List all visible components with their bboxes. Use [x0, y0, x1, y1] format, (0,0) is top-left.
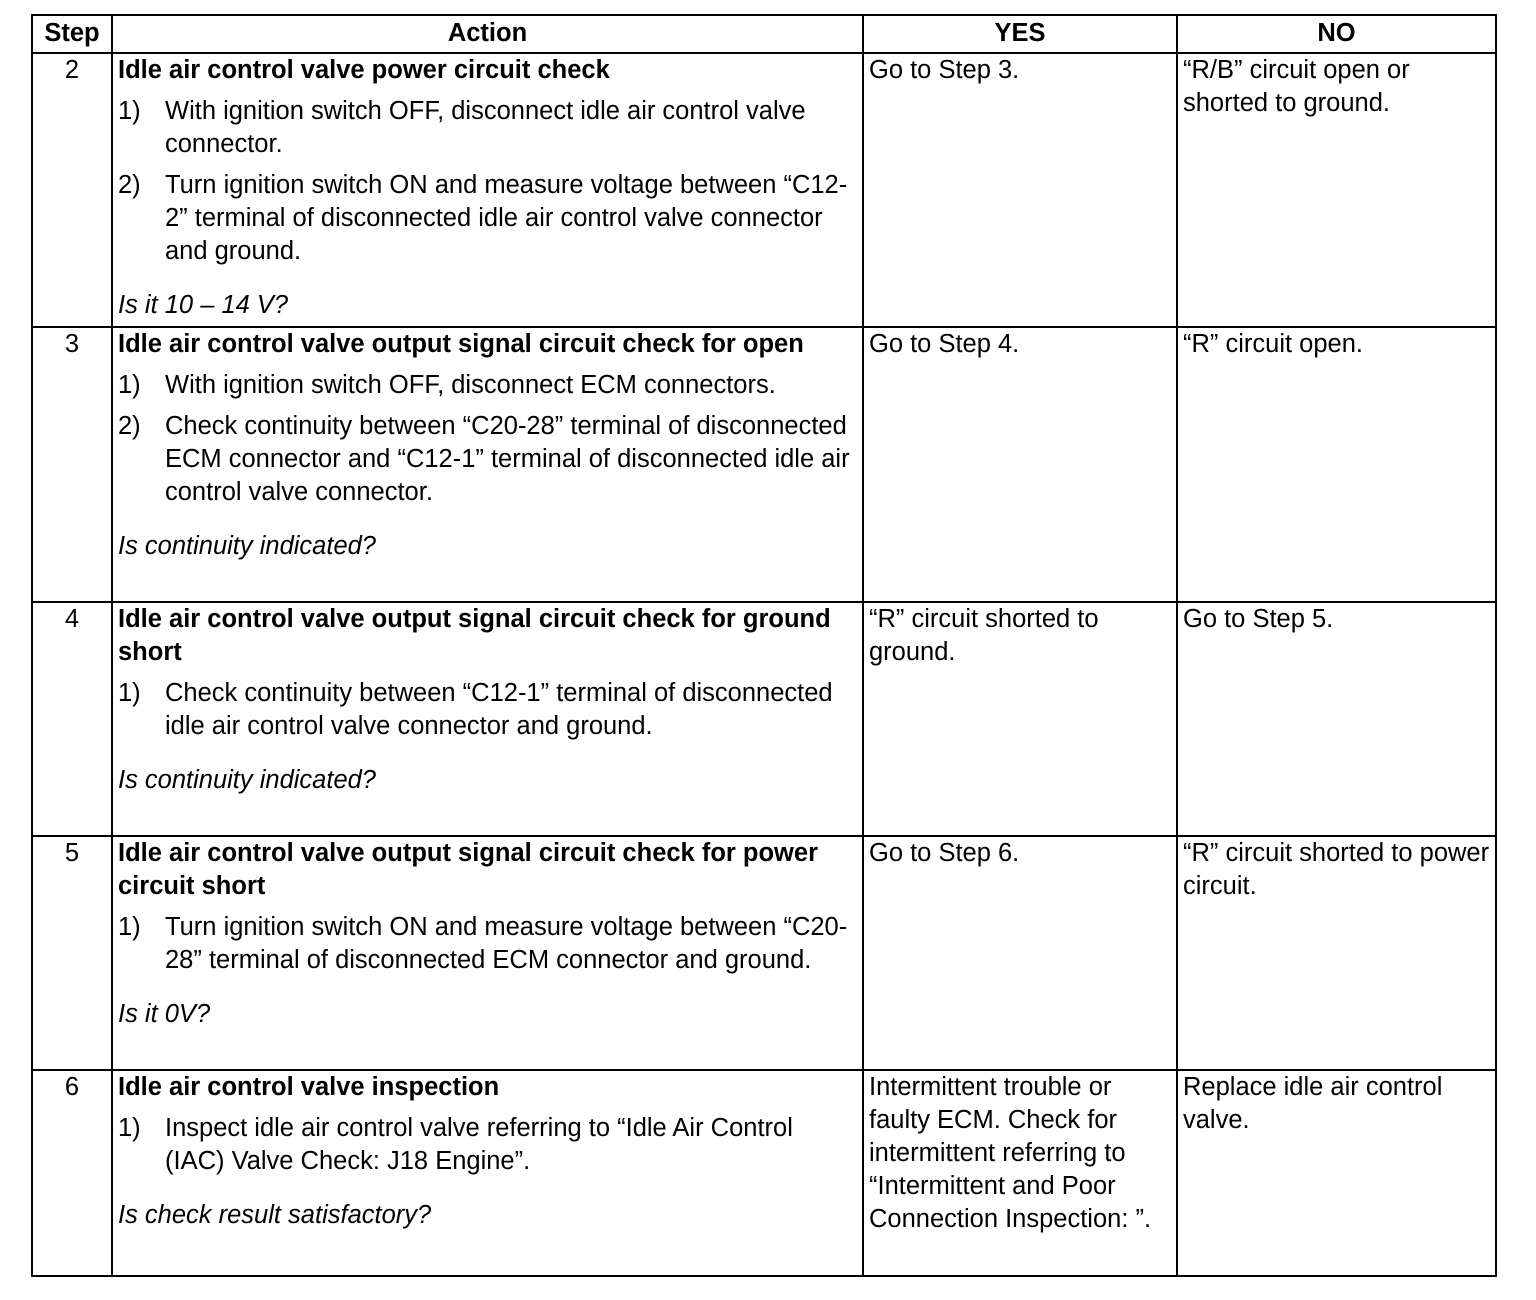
step-number: 2 [32, 53, 112, 327]
yes-cell: “R” circuit shorted to ground. [863, 602, 1177, 836]
step-item-text: With ignition switch OFF, disconnect idle air control valve connector. [165, 97, 806, 158]
action-step-item [118, 410, 857, 509]
action-question: Is check result satisfactory? [118, 1201, 432, 1229]
action-steps [118, 95, 857, 268]
table-row [32, 53, 1496, 327]
action-steps [118, 677, 857, 743]
step-item-text: Check continuity between “C12-1” terminal of disconnected idle air control valve connector and ground. [165, 679, 833, 740]
yes-cell: Go to Step 4. [863, 327, 1177, 602]
header-row [32, 15, 1496, 53]
table-row [32, 327, 1496, 602]
action-title: Idle air control valve output signal circuit check for open [118, 330, 804, 358]
action-title: Idle air control valve power circuit check [118, 56, 610, 84]
no-cell: “R/B” circuit open or shorted to ground. [1177, 53, 1496, 327]
action-cell [112, 327, 863, 602]
action-title: Idle air control valve output signal circuit check for ground short [118, 605, 831, 666]
step-number: 3 [32, 327, 112, 602]
action-title: Idle air control valve inspection [118, 1073, 500, 1101]
action-question: Is continuity indicated? [118, 766, 376, 794]
header-step: Step [32, 15, 112, 53]
action-question: Is it 10 – 14 V? [118, 291, 289, 319]
step-item-number: 1) [118, 679, 141, 707]
action-question: Is continuity indicated? [118, 532, 376, 560]
action-title: Idle air control valve output signal circuit check for power circuit short [118, 839, 818, 900]
action-step-item [118, 369, 857, 402]
step-item-number: 2) [118, 412, 141, 440]
action-cell [112, 53, 863, 327]
table-body [32, 53, 1496, 1276]
table-row [32, 602, 1496, 836]
step-item-text: Turn ignition switch ON and measure voltage between “C12-2” terminal of disconnected idle air control valve connector and ground. [165, 171, 848, 265]
table-row [32, 1070, 1496, 1276]
no-cell: “R” circuit shorted to power circuit. [1177, 836, 1496, 1070]
action-step-item [118, 677, 857, 743]
action-step-item [118, 1112, 857, 1178]
action-steps [118, 1112, 857, 1178]
action-steps [118, 369, 857, 509]
action-steps [118, 911, 857, 977]
no-cell: Go to Step 5. [1177, 602, 1496, 836]
step-item-text: Check continuity between “C20-28” terminal of disconnected ECM connector and “C12-1” terminal of disconnected idle air control valve connector. [165, 412, 850, 506]
action-step-item [118, 95, 857, 161]
table-header [32, 15, 1496, 53]
action-cell [112, 602, 863, 836]
action-cell [112, 836, 863, 1070]
yes-cell: Go to Step 6. [863, 836, 1177, 1070]
action-step-item [118, 911, 857, 977]
yes-cell: Intermittent trouble or faulty ECM. Check for intermittent referring to “Intermittent and Poor Connection Inspection: ”. [863, 1070, 1177, 1276]
table-row [32, 836, 1496, 1070]
step-item-text: Inspect idle air control valve referring to “Idle Air Control (IAC) Valve Check: J18 Engine”. [165, 1114, 793, 1175]
header-action: Action [112, 15, 863, 53]
action-question: Is it 0V? [118, 1000, 211, 1028]
header-no: NO [1177, 15, 1496, 53]
header-yes: YES [863, 15, 1177, 53]
diagnostic-table [31, 14, 1497, 1277]
action-step-item [118, 169, 857, 268]
step-number: 4 [32, 602, 112, 836]
yes-cell: Go to Step 3. [863, 53, 1177, 327]
action-cell [112, 1070, 863, 1276]
step-item-number: 1) [118, 371, 141, 399]
step-item-text: Turn ignition switch ON and measure voltage between “C20-28” terminal of disconnected ECM connector and ground. [165, 913, 848, 974]
no-cell: Replace idle air control valve. [1177, 1070, 1496, 1276]
step-item-number: 1) [118, 913, 141, 941]
step-item-number: 2) [118, 171, 141, 199]
step-item-number: 1) [118, 97, 141, 125]
step-number: 6 [32, 1070, 112, 1276]
step-number: 5 [32, 836, 112, 1070]
step-item-text: With ignition switch OFF, disconnect ECM connectors. [165, 371, 776, 399]
step-item-number: 1) [118, 1114, 141, 1142]
no-cell: “R” circuit open. [1177, 327, 1496, 602]
